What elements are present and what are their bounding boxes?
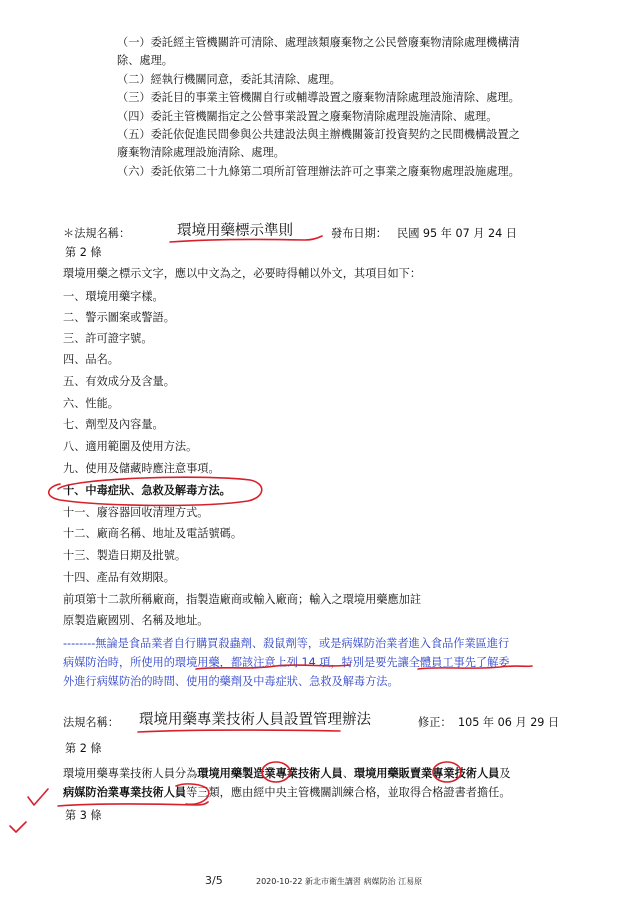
commentary-line: 外進行病媒防治的時間、使用的藥劑及中毒症狀、急救及解毒方法。 xyxy=(63,675,399,688)
law1-note: 原製造廠國別、名稱及地址。 xyxy=(63,614,209,627)
law2-category-pest-control: 病媒防治業專業技術人員 xyxy=(63,786,187,799)
law2-body-line xyxy=(63,767,511,781)
label-item: 十四、產品有效期限。 xyxy=(63,571,175,584)
law2-category-sales: 環境用藥販賣業專業技術人員 xyxy=(353,767,500,780)
label-item: 七、劑型及內容量。 xyxy=(63,418,164,431)
law2-date-label: 修正： xyxy=(418,716,452,729)
entrust-item: （二）經執行機關同意，委託其清除、處理。 xyxy=(117,73,341,86)
law2-article3: 第 3 條 xyxy=(65,809,102,822)
law1-name: 環境用藥標示準則 xyxy=(177,223,293,239)
law2-article: 第 2 條 xyxy=(65,742,102,755)
entrust-item: （五）委託依促進民間參與公共建設法與主辦機關簽訂投資契約之民間機構設置之 xyxy=(117,128,520,141)
label-item: 六、性能。 xyxy=(63,397,119,410)
law2-body-line xyxy=(63,786,511,800)
commentary-line: --------無論是食品業者自行購買殺蟲劑、殺鼠劑等，或是病媒防治業者進入食品作業區進行 xyxy=(63,637,510,650)
entrust-item: （三）委託目的事業主管機關自行或輔導設置之廢棄物清除處理設施清除、處理。 xyxy=(117,91,520,104)
law2-text: 及 xyxy=(499,767,511,780)
label-item: 十二、廠商名稱、地址及電話號碼。 xyxy=(63,527,243,540)
law2-label: 法規名稱： xyxy=(63,716,119,729)
entrust-item: （四）委託主管機關指定之公營事業設置之廢棄物清除處理設施清除、處理。 xyxy=(117,110,498,123)
law1-intro: 環境用藥之標示文字，應以中文為之，必要時得輔以外文，其項目如下： xyxy=(63,267,422,280)
label-item: 八、適用範圍及使用方法。 xyxy=(63,440,198,453)
entrust-item: （六）委託依第二十九條第二項所訂管理辦法許可之事業之廢棄物處理設施處理。 xyxy=(117,165,520,178)
law2-text: 、 xyxy=(342,767,354,780)
law1-date: 民國 95 年 07 月 24 日 xyxy=(397,227,517,240)
law1-note: 前項第十二款所稱廠商，指製造廠商或輸入廠商；輸入之環境用藥應加註 xyxy=(63,593,422,606)
check-mark-icon xyxy=(10,822,26,832)
law1-label: ＊法規名稱： xyxy=(63,227,131,240)
entrust-item: （一）委託經主管機關許可清除、處理該類廢棄物之公民營廢棄物清除處理機構清 xyxy=(117,36,520,49)
label-item: 十三、製造日期及批號。 xyxy=(63,549,187,562)
entrust-item: 廢棄物清除處理設施清除、處理。 xyxy=(117,146,285,159)
law1-article: 第 2 條 xyxy=(65,246,102,259)
law2-name: 環境用藥專業技術人員設置管理辦法 xyxy=(139,712,371,728)
page-number: 3/5 xyxy=(205,874,223,887)
check-mark-icon xyxy=(28,789,48,805)
law1-date-label: 發布日期： xyxy=(331,227,387,240)
law2-date: 105 年 06 月 29 日 xyxy=(458,716,560,729)
label-item: 五、有效成分及含量。 xyxy=(63,375,175,388)
label-item: 四、品名。 xyxy=(63,353,119,366)
underline-pest-control xyxy=(58,802,208,806)
label-item: 一、環境用藥字樣。 xyxy=(63,290,164,303)
law2-text: 等三類，應由經中央主管機關訓練合格，並取得合格證書者擔任。 xyxy=(186,786,511,799)
label-item: 二、警示圖案或警語。 xyxy=(63,311,175,324)
law2-category-manufacturing: 環境用藥製造業專業技術人員 xyxy=(197,767,343,780)
label-item: 十一、廢容器回收清理方式。 xyxy=(63,506,209,519)
law2-text: 環境用藥專業技術人員分為 xyxy=(63,767,198,780)
underline-law2-name xyxy=(138,730,340,732)
label-item: 九、使用及儲藏時應注意事項。 xyxy=(63,462,220,475)
commentary-line: 病媒防治時，所使用的環境用藥，都該注意上列 14 項，特別是要先讓全體員工事先了解委 xyxy=(63,656,510,669)
footer-info: 2020-10-22 新北市衛生講習 病媒防治 江易原 xyxy=(256,877,423,886)
entrust-item: 除、處理。 xyxy=(117,54,173,67)
label-item-highlighted: 十、中毒症狀、急救及解毒方法。 xyxy=(63,484,231,497)
label-item: 三、許可證字號。 xyxy=(63,332,153,345)
